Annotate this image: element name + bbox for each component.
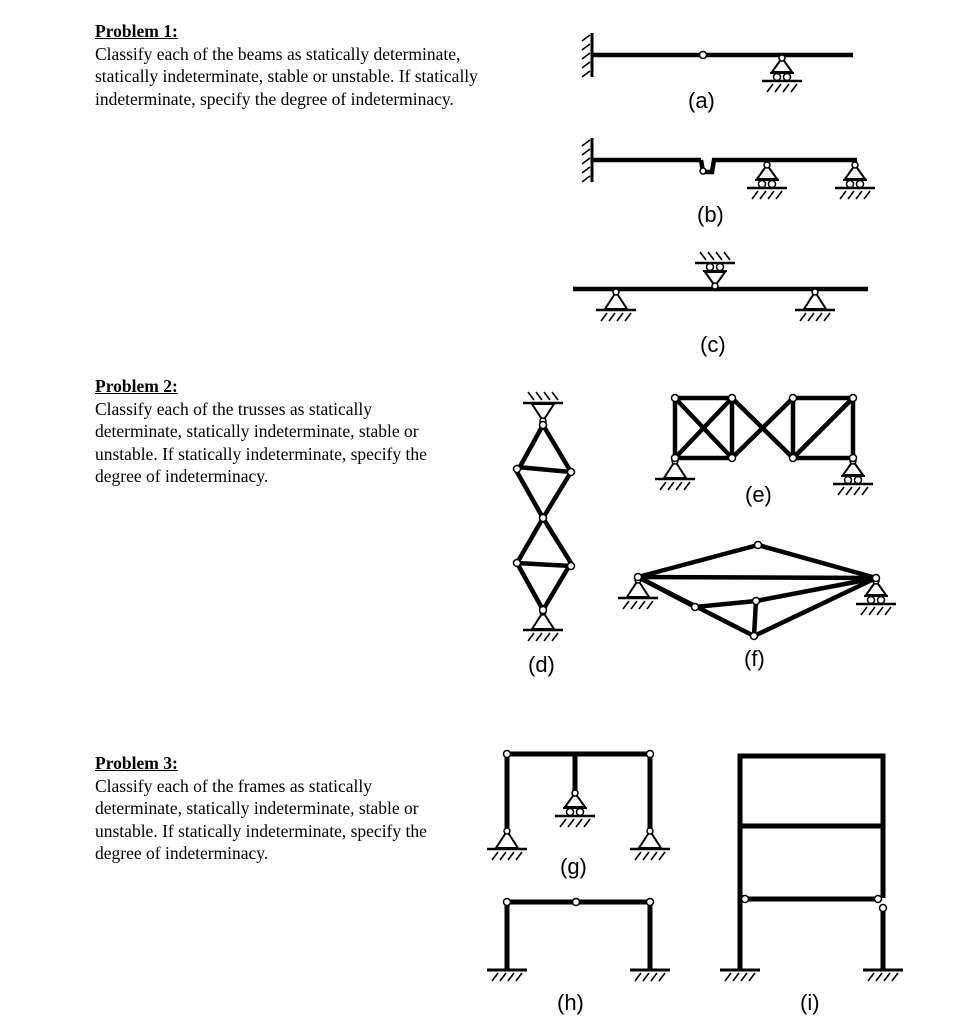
problem-2-title: Problem 2:: [95, 376, 178, 396]
pin-support-icon: [596, 289, 636, 321]
figure-label-g: (g): [560, 854, 587, 879]
frame-h: [487, 899, 670, 982]
problem-2-line: determinate, statically indeterminate, stable or: [95, 421, 419, 441]
figure-label-c: (c): [700, 332, 726, 357]
beam-b: [582, 138, 875, 227]
figure-label-a: (a): [688, 88, 715, 113]
fixed-support-icon: [487, 970, 527, 981]
hinge-icon: [700, 52, 707, 59]
problem-3-line: degree of indeterminacy.: [95, 843, 269, 863]
beam-c: [573, 252, 868, 357]
figure-label-b: (b): [697, 202, 724, 227]
truss-d: [514, 392, 575, 641]
frame-g: [487, 751, 670, 861]
problem-3-line: Classify each of the frames as statically: [95, 775, 372, 796]
roller-support-icon: [762, 55, 802, 92]
figure-label-d: (d): [528, 652, 555, 677]
figure-label-e: (e): [745, 482, 772, 507]
truss-f: [618, 542, 896, 640]
problem-1-line: statically indeterminate, stable or unstable. If statically: [95, 66, 478, 86]
roller-support-icon: [695, 252, 735, 289]
truss-e: [655, 395, 873, 496]
problem-2-line: degree of indeterminacy.: [95, 466, 269, 486]
problem-2-line: unstable. If statically indeterminate, specify the: [95, 443, 427, 464]
pin-support-icon: [630, 828, 670, 860]
roller-support-icon: [747, 162, 787, 199]
figure-label-h: (h): [557, 990, 584, 1015]
frame-i: [720, 756, 903, 981]
problem-2-line: Classify each of the trusses as statically: [95, 398, 373, 419]
problem-1-line: Classify each of the beams as statically determinate,: [95, 43, 461, 64]
fixed-support-icon: [630, 970, 670, 981]
problem-1-line: indeterminate, specify the degree of indeterminacy.: [95, 88, 454, 109]
pin-support-icon: [795, 289, 835, 321]
pin-support-icon: [487, 828, 527, 860]
figure-label-i: (i): [800, 990, 820, 1015]
pin-support-icon: [655, 458, 695, 490]
problem-3-line: determinate, statically indeterminate, stable or: [95, 798, 419, 818]
problem-3-title: Problem 3:: [95, 753, 178, 773]
roller-support-icon: [833, 458, 873, 495]
problem-3-line: unstable. If statically indeterminate, specify the: [95, 820, 427, 841]
roller-support-icon: [555, 790, 595, 827]
fixed-support-icon: [720, 970, 760, 981]
problem-1-title: Problem 1:: [95, 21, 178, 41]
roller-support-icon: [835, 162, 875, 199]
figure-label-f: (f): [744, 646, 765, 671]
fixed-support-icon: [863, 970, 903, 981]
beam-a: [582, 33, 853, 113]
